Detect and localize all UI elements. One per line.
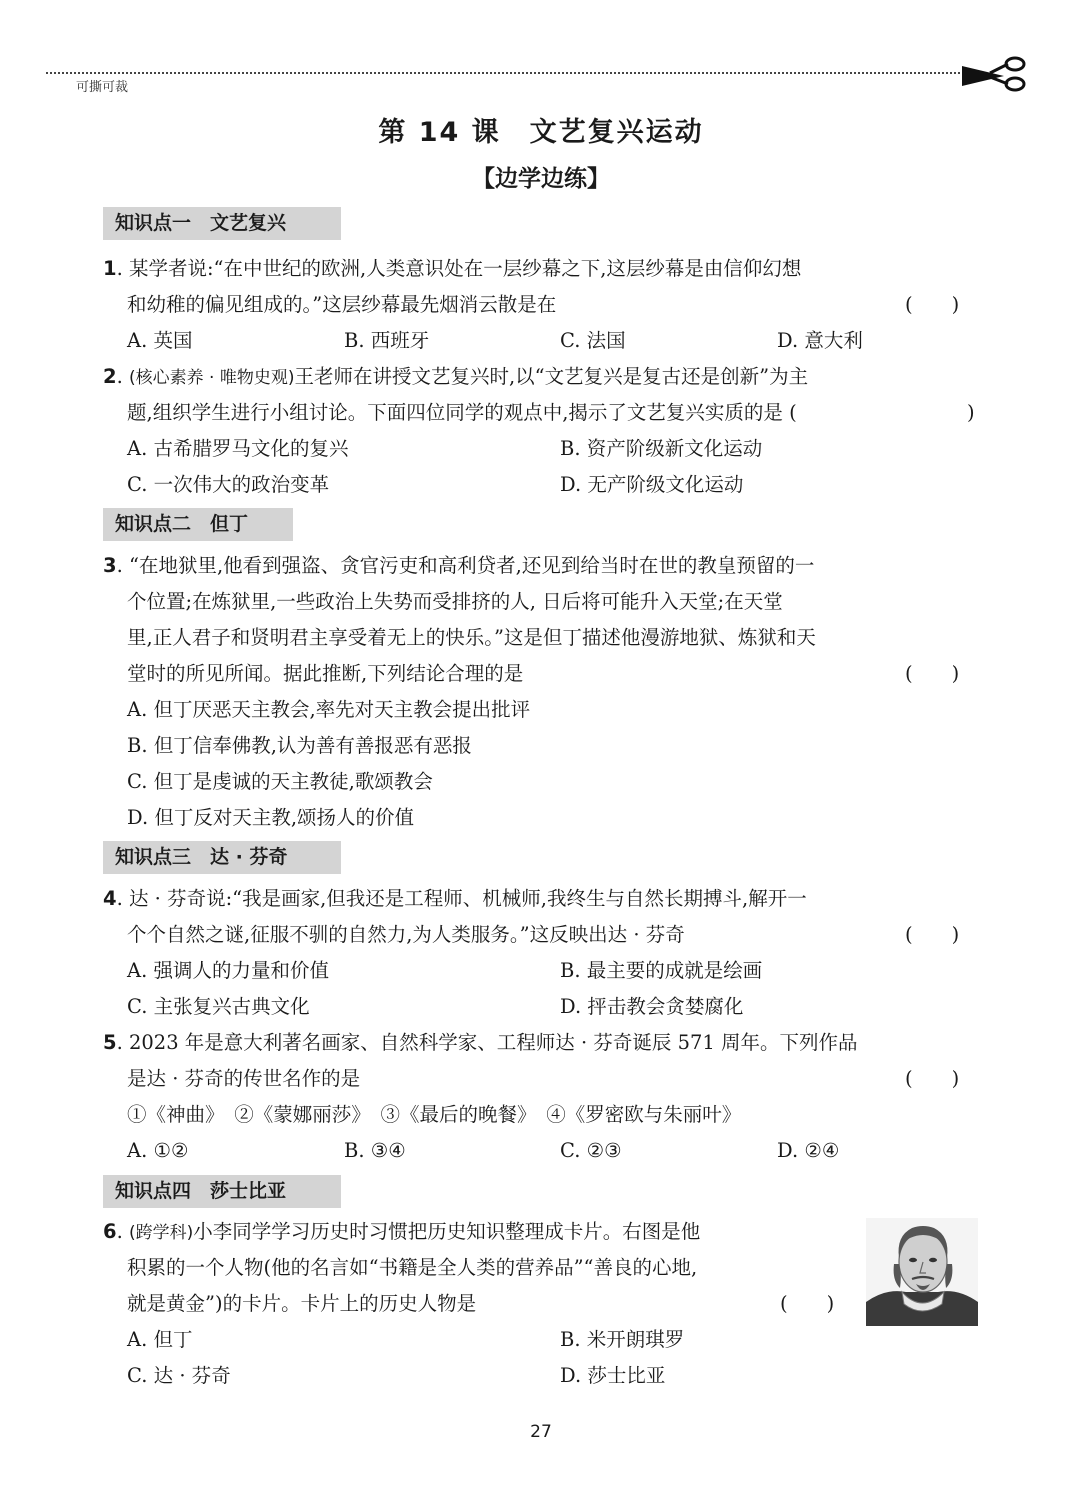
lesson-subtitle: 【边学边练】 bbox=[472, 166, 610, 192]
question-line: 里,正人君子和贤明君主享受着无上的快乐。”这是但丁描述他漫游地狱、炼狱和天 bbox=[127, 626, 816, 649]
question-tag: (跨学科) bbox=[128, 1223, 194, 1243]
answer-option[interactable]: B. 西班牙 bbox=[344, 329, 430, 352]
answer-bracket: ( ) bbox=[905, 923, 960, 946]
question-number: 5 bbox=[103, 1031, 117, 1054]
page-number: 27 bbox=[530, 1422, 552, 1442]
question-line: 题,组织学生进行小组讨论。下面四位同学的观点中,揭示了文艺复兴实质的是 ( bbox=[127, 401, 797, 424]
question-line: 个个自然之谜,征服不驯的自然力,为人类服务。”这反映出达 · 芬奇 bbox=[127, 923, 685, 946]
answer-bracket: ) bbox=[967, 401, 975, 424]
answer-option[interactable]: D. 莎士比亚 bbox=[560, 1364, 666, 1387]
answer-option[interactable]: C. 法国 bbox=[560, 329, 626, 352]
answer-option[interactable]: D. ②④ bbox=[777, 1139, 840, 1162]
answer-option[interactable]: A. 但丁 bbox=[127, 1328, 193, 1351]
question-line: 6. (跨学科)小李同学学习历史时习惯把历史知识整理成卡片。右图是他 bbox=[103, 1220, 701, 1243]
question-tag: (核心素养 · 唯物史观) bbox=[128, 368, 295, 388]
section-header: 知识点一 文艺复兴 bbox=[103, 207, 341, 240]
answer-option[interactable]: A. 强调人的力量和价值 bbox=[127, 959, 329, 982]
question-text: 王老师在讲授文艺复兴时,以“文艺复兴是复古还是创新”为主 bbox=[294, 365, 809, 388]
question-line bbox=[103, 1025, 858, 1061]
question-line: 积累的一个人物(他的名言如“书籍是全人类的营养品”“善良的心地, bbox=[127, 1256, 698, 1279]
answer-bracket: ( ) bbox=[780, 1292, 835, 1315]
answer-option[interactable]: D. 无产阶级文化运动 bbox=[560, 473, 744, 496]
works-list: ①《神曲》 ②《蒙娜丽莎》 ③《最后的晚餐》 ④《罗密欧与朱丽叶》 bbox=[127, 1103, 742, 1126]
question-text: 小李同学学习历史时习惯把历史知识整理成卡片。右图是他 bbox=[193, 1220, 701, 1243]
answer-bracket: ( ) bbox=[905, 662, 960, 685]
answer-option[interactable]: C. 一次伟大的政治变革 bbox=[127, 473, 330, 496]
question-line: 和幼稚的偏见组成的。”这层纱幕最先烟消云散是在 bbox=[127, 293, 557, 316]
question-line: 个位置;在炼狱里,一些政治上失势而受排挤的人, 日后将可能升入天堂;在天堂 bbox=[127, 590, 783, 613]
answer-option[interactable]: B. 最主要的成就是绘画 bbox=[560, 959, 763, 982]
answer-option[interactable]: B. 但丁信奉佛教,认为善有善报恶有恶报 bbox=[127, 734, 472, 757]
question-line: 堂时的所见所闻。据此推断,下列结论合理的是 bbox=[127, 662, 524, 685]
answer-option[interactable]: D. 抨击教会贪婪腐化 bbox=[560, 995, 744, 1018]
answer-option[interactable]: A. 英国 bbox=[127, 329, 193, 352]
question-number: 1 bbox=[103, 257, 117, 280]
cut-note: 可撕可裁 bbox=[76, 80, 129, 95]
section-header: 知识点二 但丁 bbox=[103, 508, 293, 541]
question-number: 3 bbox=[103, 554, 117, 577]
answer-bracket: ( ) bbox=[905, 1067, 960, 1090]
answer-option[interactable]: C. 主张复兴古典文化 bbox=[127, 995, 310, 1018]
answer-option[interactable]: A. 但丁厌恶天主教会,率先对天主教会提出批评 bbox=[127, 698, 531, 721]
question-number: 4 bbox=[103, 887, 117, 910]
answer-option[interactable]: C. ②③ bbox=[560, 1139, 622, 1162]
answer-option[interactable]: B. ③④ bbox=[344, 1139, 406, 1162]
answer-option[interactable]: D. 但丁反对天主教,颂扬人的价值 bbox=[127, 806, 415, 829]
question-line: 2. (核心素养 · 唯物史观)王老师在讲授文艺复兴时,以“文艺复兴是复古还是创新”为主 bbox=[103, 365, 809, 388]
question-text: . 2023 年是意大利著名画家、自然科学家、工程师达 · 芬奇诞辰 571 周年。下列作品 bbox=[116, 1031, 858, 1054]
question-line bbox=[103, 881, 807, 917]
answer-option[interactable]: C. 但丁是虔诚的天主教徒,歌颂教会 bbox=[127, 770, 433, 793]
answer-option[interactable]: C. 达 · 芬奇 bbox=[127, 1364, 231, 1387]
answer-bracket: ( ) bbox=[905, 293, 960, 316]
shakespeare-portrait-image bbox=[866, 1218, 978, 1326]
answer-option[interactable]: A. ①② bbox=[127, 1139, 189, 1162]
question-line: 就是黄金”)的卡片。卡片上的历史人物是 bbox=[127, 1292, 477, 1315]
lesson-title: 第 14 课 文艺复兴运动 bbox=[378, 117, 704, 148]
tear-line bbox=[46, 72, 964, 74]
question-line bbox=[103, 251, 801, 287]
section-header: 知识点三 达 · 芬奇 bbox=[103, 841, 341, 874]
answer-option[interactable]: D. 意大利 bbox=[777, 329, 863, 352]
answer-option[interactable]: B. 资产阶级新文化运动 bbox=[560, 437, 763, 460]
question-text: . “在地狱里,他看到强盗、贪官污吏和高利贷者,还见到给当时在世的教皇预留的一 bbox=[116, 554, 815, 577]
question-number: 6 bbox=[103, 1220, 117, 1243]
question-line bbox=[103, 548, 814, 584]
question-number: 2 bbox=[103, 365, 117, 388]
answer-option[interactable]: B. 米开朗琪罗 bbox=[560, 1328, 685, 1351]
question-text: . 某学者说:“在中世纪的欧洲,人类意识处在一层纱幕之下,这层纱幕是由信仰幻想 bbox=[116, 257, 802, 280]
scissors-icon bbox=[960, 56, 1030, 92]
answer-option[interactable]: A. 古希腊罗马文化的复兴 bbox=[127, 437, 349, 460]
section-header: 知识点四 莎士比亚 bbox=[103, 1175, 341, 1208]
question-text: . 达 · 芬奇说:“我是画家,但我还是工程师、机械师,我终生与自然长期搏斗,解开一 bbox=[116, 887, 807, 910]
question-line: 是达 · 芬奇的传世名作的是 bbox=[127, 1067, 361, 1090]
